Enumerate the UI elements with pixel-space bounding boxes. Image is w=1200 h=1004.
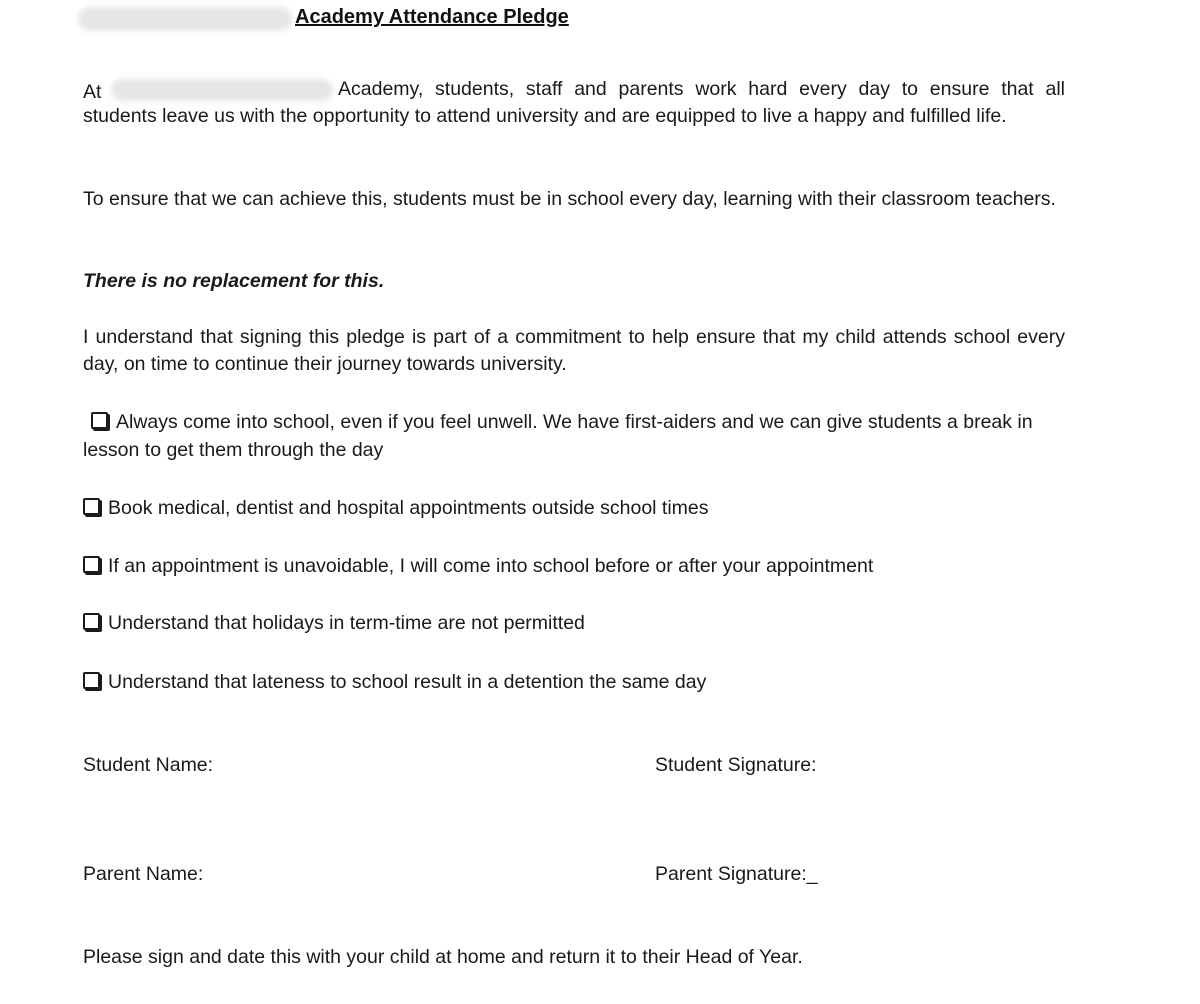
checklist-item [83,668,1068,696]
checklist-item-text: If an appointment is unavoidable, I will come into school before or after your appointment [108,555,874,577]
student-signature-field[interactable]: Student Signature: [655,754,817,776]
intro-text: Academy, students, staff and parents work hard every day to ensure that all students leave us with the opportunity to attend university and are equipped to live a happy and fulfilled life. [83,78,1065,127]
document-title: Academy Attendance Pledge [295,6,569,28]
emphasis-statement: There is no replacement for this. [83,270,385,292]
checkbox-icon[interactable] [83,498,100,515]
checklist-item-text: Always come into school, even if you feel unwell. We have first-aiders and we can give students a break in lesson to get them through the day [83,411,1033,461]
checklist-item [83,494,1068,522]
checklist-item [83,408,1068,464]
title-row [78,3,678,33]
checkbox-icon[interactable] [83,613,100,630]
checkbox-icon[interactable] [83,556,100,573]
checkbox-icon[interactable] [91,412,108,429]
footer-instruction: Please sign and date this with your child at home and return it to their Head of Year. [83,946,803,968]
commitment-paragraph: I understand that signing this pledge is part of a commitment to help ensure that my child attends school every day, on time to continue their journey towards university. [83,326,1065,375]
checkbox-icon[interactable] [83,672,100,689]
checklist-item-text: Understand that lateness to school result in a detention the same day [108,671,707,693]
attendance-paragraph: To ensure that we can achieve this, students must be in school every day, learning with their classroom teachers. [83,188,1056,210]
intro-lead [83,79,338,103]
checklist-item-text: Book medical, dentist and hospital appointments outside school times [108,497,709,519]
student-name-field[interactable]: Student Name: [83,754,214,776]
intro-paragraph [83,76,1065,130]
redacted-school-name [78,7,292,31]
checklist-item [83,552,1068,580]
checklist-item [83,609,1068,637]
parent-signature-field[interactable]: Parent Signature:_ [655,863,818,885]
intro-start-word: At [83,81,102,103]
redacted-academy-name [111,79,333,101]
checklist-item-text: Understand that holidays in term-time are not permitted [108,612,585,634]
parent-name-field[interactable]: Parent Name: [83,863,204,885]
